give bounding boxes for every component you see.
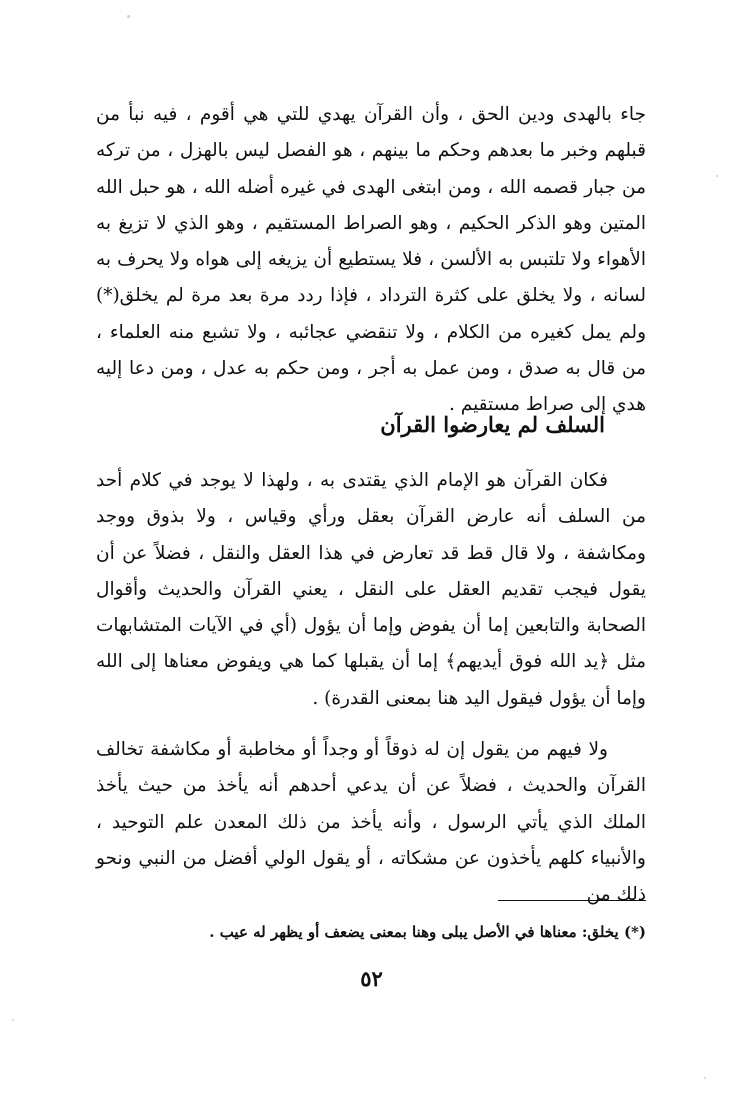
section-heading: السلف لم يعارضوا القرآن: [380, 412, 605, 437]
body-paragraph-1: جاء بالهدى ودين الحق ، وأن القرآن يهدي للتي هي أقوم ، فيه نبأ من قبلهم وخبر ما بعدهم وحكم ما بينهم ، هو الفصل ليس بالهزل ، من تركه من جبار قصمه الله ، ومن ابتغى الهدى في غيره أضله الله ، هو حبل الله المتين وهو الذكر الحكيم ، وهو الصراط المستقيم ، وهو الذي لا تزيغ به الأهواء ولا تلتبس به الألسن ، فلا يستطيع أن يزيغه إلى هواه ولا يحرف به لسانه ، ولا يخلق على كثرة الترداد ، فإذا ردد مرة بعد مرة لم يخلق(*) ولم يمل كغيره من الكلام ، ولا تنقضي عجائبه ، ولا تشبع منه العلماء ، من قال به صدق ، ومن عمل به أجر ، ومن حكم به عدل ، ومن دعا إليه هدي إلى صراط مستقيم .: [96, 104, 646, 416]
footnote: (*) يخلق: معناها في الأصل يبلى وهنا بمعنى يضعف أو يظهر له عيب .: [209, 923, 646, 941]
page-number: ٥٢: [360, 966, 383, 991]
footnote-separator: [498, 900, 646, 901]
body-paragraph-3: ولا فيهم من يقول إن له ذوقاً أو وجداً أو مخاطبة أو مكاشفة تخالف القرآن والحديث ، فضلاً عن أن يدعي أحدهم أنه يأخذ من حيث يأخذ الملك الذي يأتي الرسول ، وأنه يأخذ من ذلك المعدن علم التوحيد ، والأنبياء كلهم يأخذون عن مشكاته ، أو يقول الولي أفضل من النبي ونحو ذلك من: [96, 739, 646, 906]
body-paragraph-2: فكان القرآن هو الإمام الذي يقتدى به ، ولهذا لا يوجد في كلام أحد من السلف أنه عارض القرآن بعقل ورأي وقياس ، ولا بذوق ووجد ومكاشفة ، ولا قال قط قد تعارض في هذا العقل والنقل ، فضلاً عن أن يقول فيجب تقديم العقل على النقل ، يعني القرآن والحديث وأقوال الصحابة والتابعين إما أن يفوض وإما أن يؤول (أي في الآيات المتشابهات مثل ﴿يد الله فوق أيديهم﴾ إما أن يقبلها كما هي ويفوض معناها إلى الله وإما أن يؤول فيقول اليد هنا بمعنى القدرة) .: [96, 470, 646, 709]
